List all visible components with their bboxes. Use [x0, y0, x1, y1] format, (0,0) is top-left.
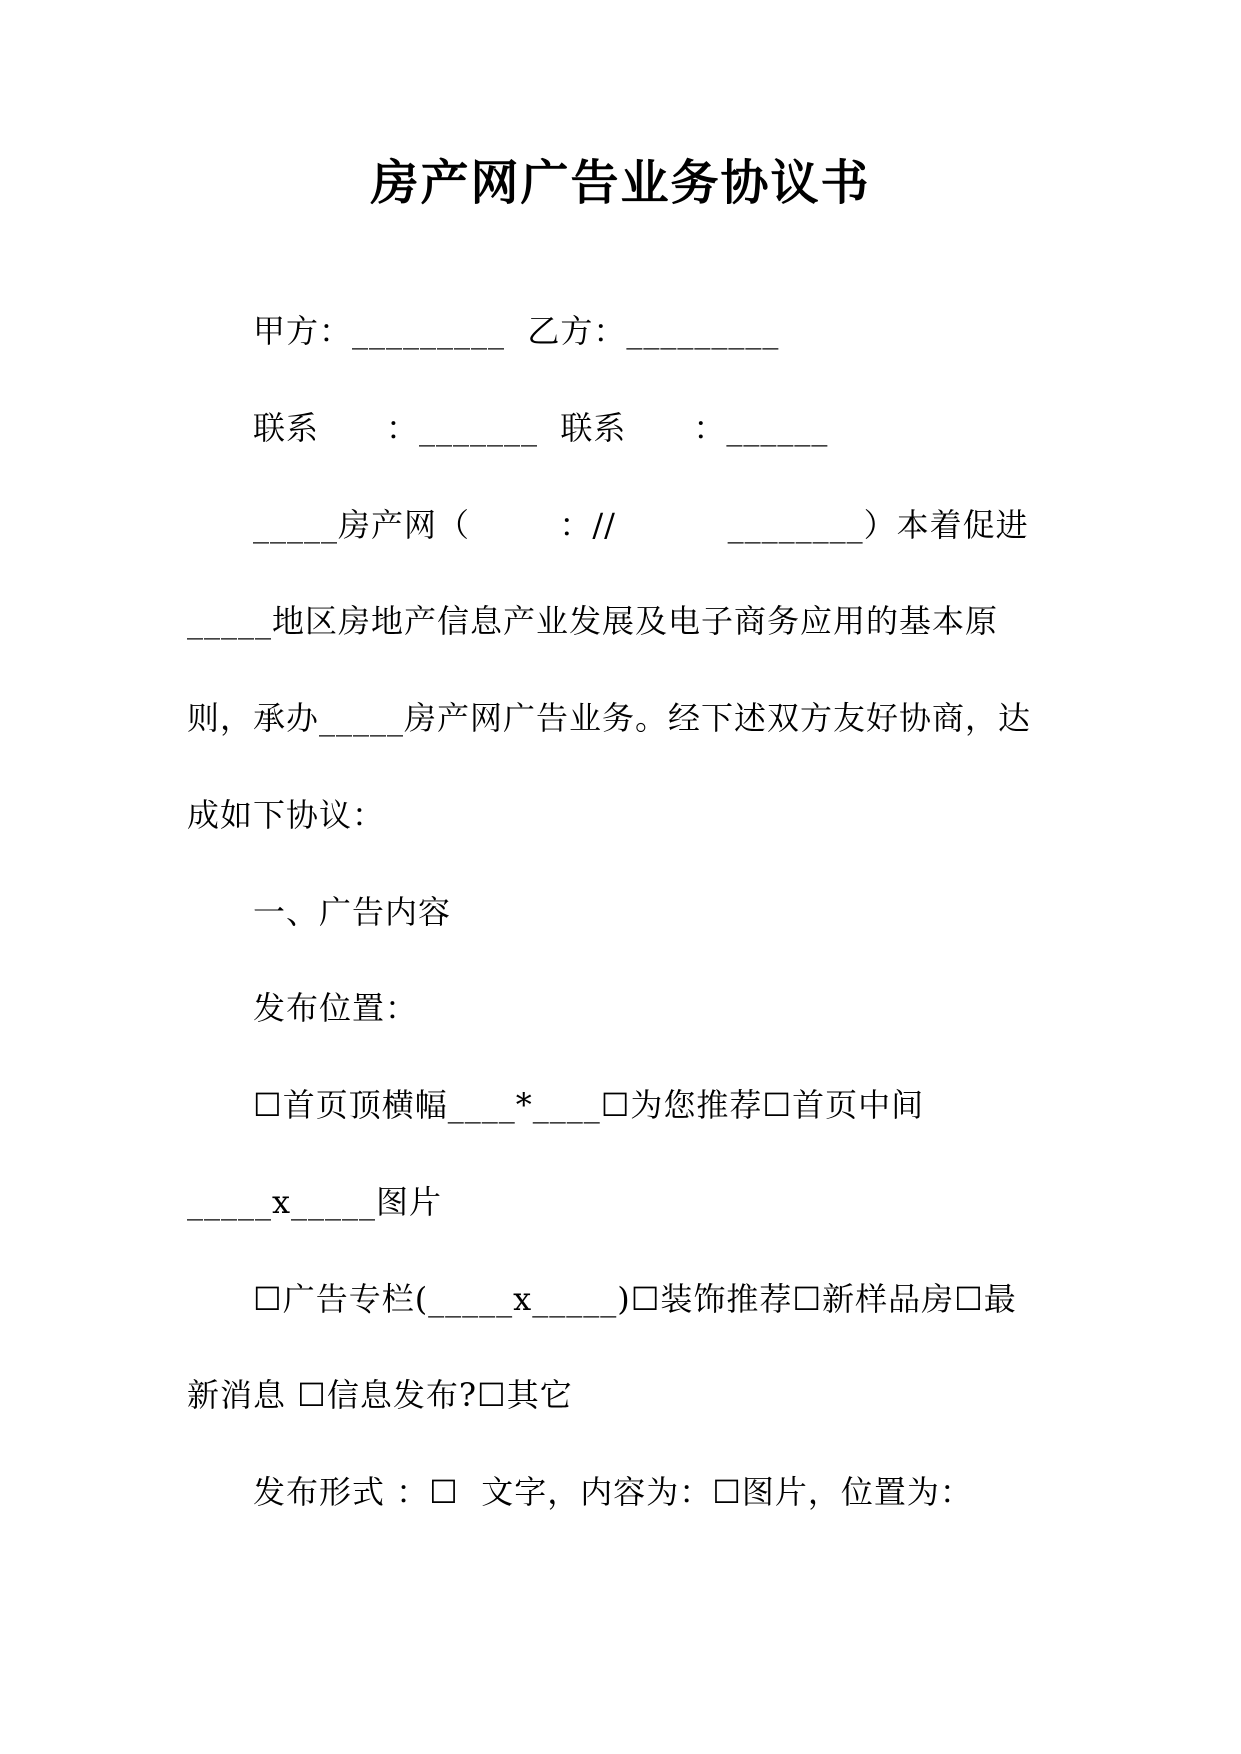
- document-title: 房产网广告业务协议书: [370, 155, 871, 211]
- checkbox-line: 新消息 ☐信息发布?☐其它: [187, 1376, 573, 1414]
- checkbox-line: 发布形式 ：☐ 文字，内容为：☐图片，位置为：: [253, 1473, 973, 1511]
- section-heading: 一、广告内容: [253, 893, 452, 931]
- paragraph-line: 发布位置：: [253, 989, 419, 1027]
- contact-line: 联系 ：_______ 联系 ：______: [253, 409, 829, 447]
- checkbox-line: ☐广告专栏(_____x_____)☐装饰推荐☐新样品房☐最: [253, 1280, 1017, 1318]
- paragraph-line: 成如下协议：: [187, 796, 386, 834]
- paragraph-line: _____x_____图片: [187, 1183, 443, 1221]
- paragraph-line: _____房产网（ ：// ________）本着促进: [253, 506, 1029, 544]
- checkbox-line: ☐首页顶横幅____*____☐为您推荐☐首页中间: [253, 1086, 925, 1124]
- paragraph-line: 则，承办_____房产网广告业务。经下述双方友好协商，达: [187, 699, 1032, 737]
- paragraph-line: _____地区房地产信息产业发展及电子商务应用的基本原: [187, 602, 999, 640]
- party-line: 甲方：_________ 乙方：_________: [253, 312, 780, 350]
